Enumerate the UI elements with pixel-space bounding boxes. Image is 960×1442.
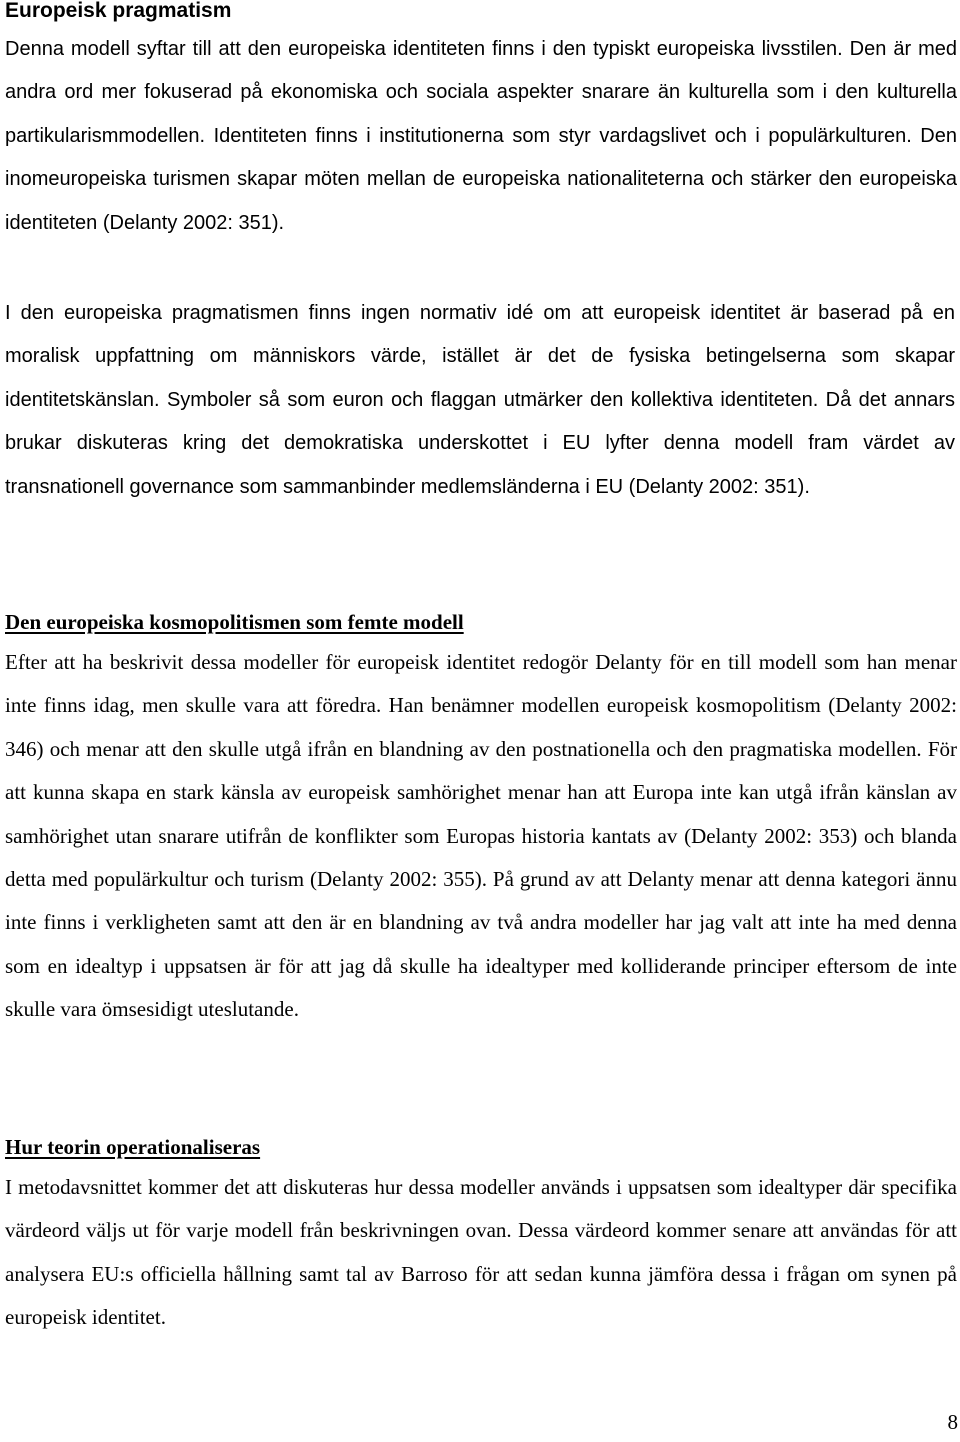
page-number: 8: [947, 1410, 958, 1434]
section-heading-europeisk-pragmatism: Europeisk pragmatism: [5, 0, 232, 22]
paragraph-operationalisering: I metodavsnittet kommer det att diskuteras hur dessa modeller används i uppsatsen som idealtyper där specifika värdeord väljs ut för varje modell från beskrivningen ovan. Dessa värdeord kommer senare att användas för att analysera EU:s officiella hållning samt tal av Barroso för att sedan kunna jämföra dessa i frågan om synen på europeisk identitet.: [5, 1175, 957, 1330]
paragraph-kosmopolitism: Efter att ha beskrivit dessa modeller för europeisk identitet redogör Delanty för en till modell som han menar inte finns idag, men skulle vara att föredra. Han benämner modellen europeisk kosmopolitism (Delanty 2002: 346) och menar att den skulle utgå ifrån en blandning av den postnationella och den pragmatiska modellen. För att kunna skapa en stark känsla av europeisk samhörighet menar han att Europa inte kan utgå ifrån känslan av samhörighet utan snarare utifrån de konflikter som Europas historia kantats av (Delanty 2002: 353) och blanda detta med populärkultur och turism (Delanty 2002: 355). På grund av att Delanty menar att denna kategori ännu inte finns i verkligheten samt att den är en blandning av två andra modeller har jag valt att inte ha med denna som en idealtyp i uppsatsen är för att jag då skulle ha idealtyper med kolliderande principer eftersom de inte skulle vara ömsesidigt uteslutande.: [5, 650, 957, 1022]
section-heading-kosmopolitism: Den europeiska kosmopolitismen som femte modell: [5, 610, 464, 634]
paragraph-pragmatism-normative: I den europeiska pragmatismen finns ingen normativ idé om att europeisk identitet är baserad på en moralisk uppfattning om människors värde, istället är det de fysiska betingelserna som skapar identitetskänslan. Symboler så som euron och flaggan utmärker den kollektiva identiteten. Då det annars brukar diskuteras kring det demokratiska underskottet i EU lyfter denna modell fram värdet av transnationell governance som sammanbinder medlemsländerna i EU (Delanty 2002: 351).: [5, 302, 955, 498]
paragraph-pragmatism-intro: Denna modell syftar till att den europeiska identiteten finns i den typiskt europeiska livsstilen. Den är med andra ord mer fokuserad på ekonomiska och sociala aspekter snarare än kulturella som i den kulturella partikularismmodellen. Identiteten finns i institutionerna som styr vardagslivet och i populärkulturen. Den inomeuropeiska turismen skapar möten mellan de europeiska nationaliteterna och stärker den europeiska identiteten (Delanty 2002: 351).: [5, 38, 957, 234]
section-heading-operationalisering: Hur teorin operationaliseras: [5, 1135, 261, 1159]
